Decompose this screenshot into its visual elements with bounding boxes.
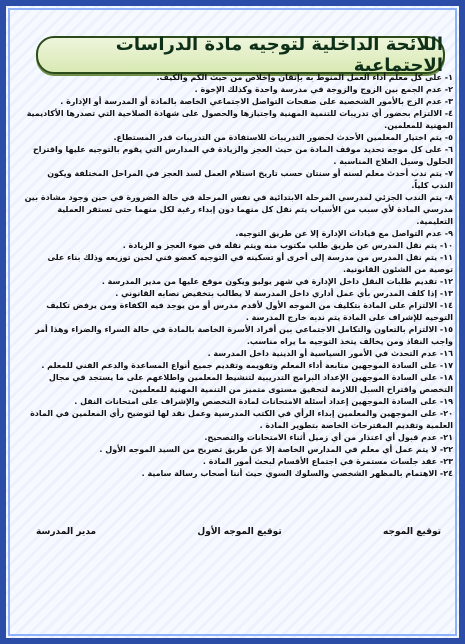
list-item: ٢- عدم الجمع بين الزوج والزوجة في مدرسة واحدة وكذلك الإخوة . xyxy=(194,85,453,94)
list-item: ١٥- الالتزام بالتعاون والتكامل الاجتماعي بين أفراد الأسرة الخاصة بالمادة في حالة السراء والضراء وهذا أمر واجب النفاذ ومن يخالف يتخذ التوجيه ما يراه مناسب. xyxy=(35,325,453,346)
list-item: ١٧- على السادة الموجهين متابعة أداء المعلم وتقويمه وتقديم جميع أنواع المساعدة والدعم الفني للمعلم . xyxy=(41,361,453,370)
list-item: ١٩- على السادة الموجهين إعداد أسئلة الامتحانات لمادة التخصص والإشراف على امتحانات النقل . xyxy=(74,397,453,406)
list-item: ٢٠- على الموجهين والمعلمين إبداء الرأي في الكتب المدرسية وعمل نقد لها لتوضيح رأي المعلمين في المادة العلمية وتقديم المقترحات الخاصة بتطوير المادة . xyxy=(30,409,453,430)
list-item: ٣- عدم الزج بالأمور الشخصية على صفحات التواصل الاجتماعي الخاصة بالمادة أو المدرسة أو الإدارة . xyxy=(60,97,453,106)
list-item: ١٤- الالتزام على المادة بتكليف من الموجه الأول لأقدم مدرس أو من يوجد فيه الكفاءة ومن يرفض تكليف التوجيه للإشراف على المادة يتم ندبه خارج المدرسة . xyxy=(46,301,453,322)
list-item: ٩- عدم التواصل مع قيادات الإدارة إلا عن طريق التوجيه. xyxy=(235,229,453,238)
list-item: ١- على كل معلم أداء العمل المنوط به بإتقان وإخلاص من حيث الكم والكيف. xyxy=(156,73,453,82)
list-item: ١١- يتم نقل المدرس من مدرسة إلى أخرى أو تسكينه في التوجيه كعضو فني لحين توزيعه وذلك بناء على توصية من الشئون القانونية. xyxy=(47,253,453,274)
list-item: ٥- يتم اختيار المعلمين الأحدث لحضور التدريبات للاستفادة من التدريبات قدر المستطاع. xyxy=(113,133,453,142)
list-item: ٦- على كل موجه تحديد موقف المادة من حيث العجز والزيادة في المدارس التي يقوم بالتوجيه عليها واقتراح الحلول وسبل العلاج المناسبة . xyxy=(33,145,453,166)
supervisor-signature-label: توقيع الموجه xyxy=(383,527,441,537)
list-item: ١٣- إذا كلف المدرس بأي عمل أداري داخل المدرسة لا يطالب بتخفيض نصابه القانوني . xyxy=(115,289,453,298)
list-item: ١٠- يتم نقل المدرس عن طريق طلب مكتوب منه ويتم نقله في ضوء العجز و الزيادة . xyxy=(122,241,453,250)
list-item: ٧- يتم ندب أحدث معلم لسنه أو سنتان حسب تاريخ استلام العمل لسد العجز في المراحل المختلفة ويكون الندب كلياً. xyxy=(47,169,453,190)
title-banner xyxy=(36,36,445,74)
principal-signature-label: مدير المدرسة xyxy=(36,527,97,537)
list-item: ٢١- عدم قبول أي اعتذار من أي زميل أثناء الامتحانات والتصحيح. xyxy=(204,433,453,442)
page-title: اللائحة الداخلية لتوجيه مادة الدراسات الاجتماعية xyxy=(115,34,443,76)
list-item: ٢٤- الاهتمام بالمظهر الشخصي والسلوك السوي حيث أننا أصحاب رسالة سامية . xyxy=(141,469,453,478)
list-item: ٨- يتم الندب الجزئي لمدرسي المرحلة الابتدائية في نفس المرحلة في حالة الضرورة في حين وجود مشادة بين مدرسي المادة لأي سبب من الأسباب يتم نقل كل منهما دون إبداء رغبة لكل منهما حتى تستقر العملية التعليمية. xyxy=(24,193,453,226)
first-supervisor-signature-label: توقيع الموجه الأول xyxy=(197,527,282,537)
signature-row xyxy=(36,527,441,537)
list-item: ١٨- على السادة الموجهين الإعداد البرامج التدريبية لتنشيط المعلمين واطلاعهم على ما يستجد في مجال التخصص واقتراح السبل اللازمة لتحقيق مستوى متميز من التنمية المهنية للمعلمين. xyxy=(48,373,453,394)
regulations-list xyxy=(24,72,453,480)
list-item: ١٦- عدم التحدث في الأمور السياسية أو الدينية داخل المدرسة . xyxy=(207,349,453,358)
list-item: ٤- الالتزام بحضور أي تدريبات للتنمية المهنية واجتيازها والحصول على شهادة الصلاحية التي تصدرها الأكاديمية المهنية للمعلمين. xyxy=(26,109,453,130)
list-item: ٢٢- لا يتم عمل أي معلم في المدارس الخاصة إلا عن طريق تصريح من السيد الموجه الأول . xyxy=(99,445,453,454)
list-item: ١٢- تقديم طلبات النقل داخل الإدارة في شهر يوليو ويكون موقع عليها من مدير المدرسة . xyxy=(101,277,453,286)
list-item: ٢٣- عقد جلسات مستمرة في اجتماع الأقسام لبحث أمور المادة . xyxy=(202,457,453,466)
